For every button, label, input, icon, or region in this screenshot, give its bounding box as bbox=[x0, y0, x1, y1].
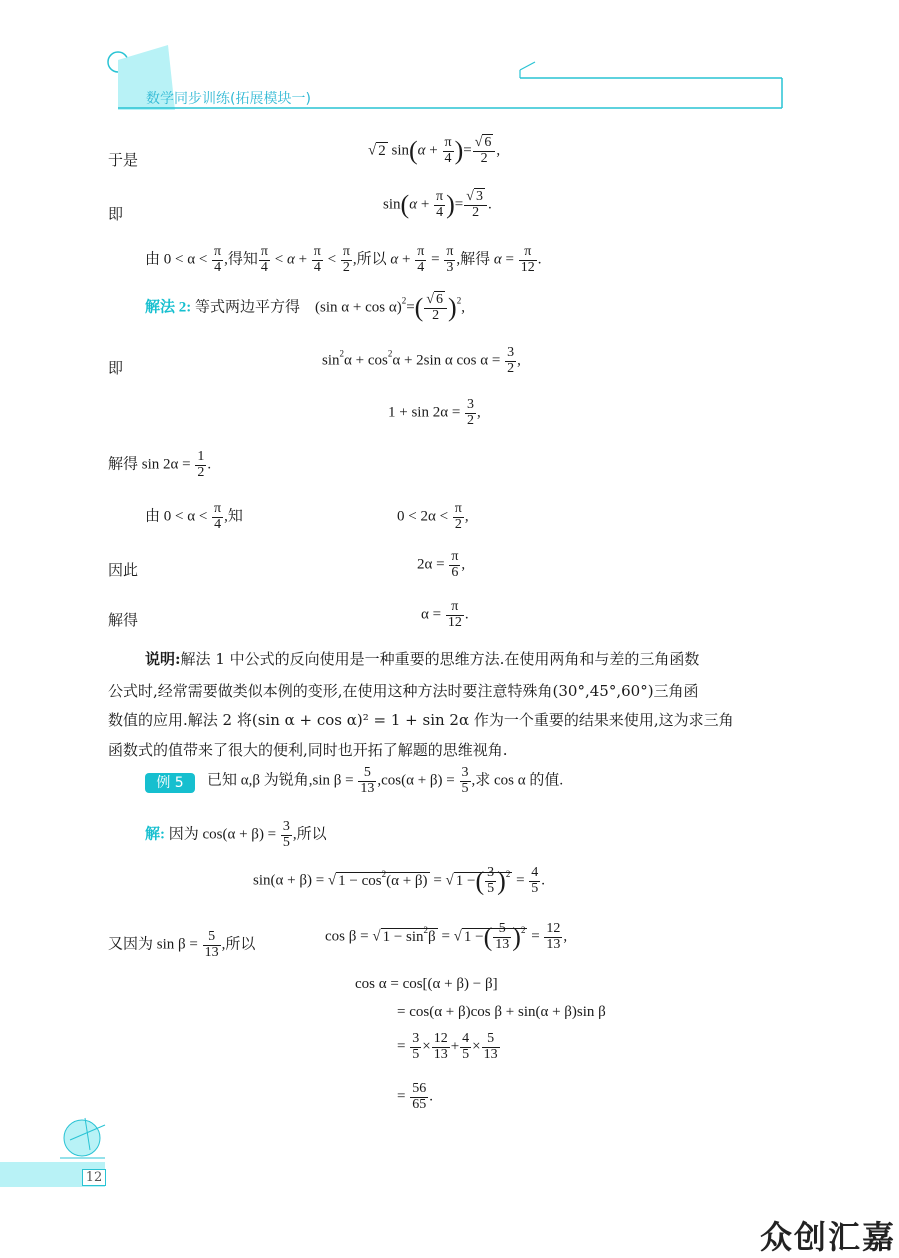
solution-line-1: 解: 因为 cos(α + β) = $\frac{3}{5}$ ,所以 bbox=[145, 819, 327, 850]
eq-line-2: sin(α + $\frac{\pi}{4}$ )= $\frac{√ 3}{2}$ . bbox=[383, 189, 492, 220]
label-ji-1: 即 bbox=[108, 205, 124, 223]
eq-line-4: $\sin^2\alpha + \cos^2\alpha + 2\sin$ α cos α = $\frac{3}{2}$ , bbox=[322, 345, 521, 376]
footer-decoration bbox=[0, 1110, 200, 1200]
sqrt-2: 2 bbox=[378, 142, 386, 159]
note-line-1: 说明:解法 1 中公式的反向使用是一种重要的思维方法.在使用两角和与差的三角函数 bbox=[145, 650, 700, 668]
watermark: 众创汇嘉 bbox=[760, 1218, 897, 1256]
method-2-label: 解法 2: bbox=[145, 299, 192, 316]
eq-line-8: 2α = $\frac{\pi}{6}$ , bbox=[417, 549, 466, 580]
eq-line-5: 1 + sin 2α = $\frac{3}{2}$ , bbox=[388, 397, 481, 428]
header-title: 数学同步训练(拓展模块一) bbox=[146, 91, 311, 107]
fraction-sqrt6-2: $\frac{√ 6}{2}$ bbox=[473, 136, 496, 166]
page-number: 12 bbox=[82, 1169, 106, 1186]
eq-line-9: α = $\frac{\pi}{12}$ . bbox=[421, 599, 469, 630]
solution-line-3a: 又因为 sin β = $\frac{5}{13}$ ,所以 bbox=[108, 929, 256, 960]
solution-line-6: = $\frac{3}{5}$ × $\frac{12}{13}$ + $\frac{4}{5}$ × $\frac{5}{13}$ bbox=[397, 1031, 498, 1062]
alpha-symbol: α bbox=[417, 142, 426, 159]
header-band bbox=[0, 0, 899, 130]
eq-line-3: 由 0 < α < $\frac{\pi}{4}$ ,得知 $\frac{\pi}{4}$ < α + $\frac{\pi}{4}$ < $\frac{\pi}{2}$ ,所以 α + $\frac{\pi}{4}$ = $\frac{\pi}{3}$ ,解得 α = $\frac{\pi}{12}$ . bbox=[145, 244, 542, 275]
header-decoration bbox=[0, 0, 899, 130]
note-label: 说明: bbox=[145, 650, 181, 668]
note-line-3: 数值的应用.解法 2 将(sin α + cos α)² = 1 + sin 2α 作为一个重要的结果来使用,这为求三角 bbox=[108, 711, 734, 729]
globe-icon bbox=[0, 1110, 200, 1200]
solution-line-4: cos α = cos[(α + β) − β] bbox=[355, 976, 498, 992]
fraction-sqrt3-2: $\frac{√ 3}{2}$ bbox=[464, 190, 487, 220]
fraction-pi-4: $\frac{\pi}{4}$ bbox=[436, 189, 444, 220]
eq-line-7b: 0 < 2α < $\frac{\pi}{2}$ , bbox=[397, 501, 469, 532]
label-yushi: 于是 bbox=[108, 151, 139, 169]
solution-label: 解: bbox=[145, 826, 165, 843]
eq-line-6: 解得 sin 2α = $\frac{1}{2}$ . bbox=[108, 449, 212, 480]
example-5-text: 已知 α,β 为锐角,sin β = $\frac{5}{13}$ ,cos(α + β) = $\frac{3}{5}$ ,求 cos α 的值. bbox=[207, 765, 564, 796]
sin-word: sin bbox=[391, 142, 409, 159]
solution-line-5: = cos(α + β)cos β + sin(α + β)sin β bbox=[397, 1004, 606, 1020]
label-ji-2: 即 bbox=[108, 359, 124, 377]
label-yinci: 因此 bbox=[108, 561, 139, 579]
method-2-line: 解法 2: 等式两边平方得 (sin α + cos α)$^2$=( $\frac{√ 6}{2}$ )$^2$, bbox=[145, 292, 465, 323]
eq-line-7a: 由 0 < α < $\frac{\pi}{4}$ ,知 bbox=[145, 501, 243, 532]
solution-line-3b: cos β = √ $1 - \sin^2\beta$ = √ 1 −( $\frac{5}{13}$ )$^2$ = $\frac{12}{13}$ , bbox=[325, 921, 568, 952]
note-line-4: 函数式的值带来了很大的便利,同时也开拓了解题的思维视角. bbox=[108, 741, 508, 759]
label-jiede: 解得 bbox=[108, 611, 139, 629]
eq-line-1: √ 2 sin(α + $\frac{\pi}{4}$ )= $\frac{√ 6}{2}$ , bbox=[368, 135, 501, 166]
note-line-2: 公式时,经常需要做类似本例的变形,在使用这种方法时要注意特殊角(30°,45°,60°)三角函 bbox=[108, 682, 699, 700]
example-5-badge: 例 5 bbox=[145, 773, 195, 793]
solution-line-7: = $\frac{56}{65}$ . bbox=[397, 1081, 433, 1112]
solution-line-2: sin(α + β) = √ $1 - \cos^2(\alpha + \beta)$ = √ 1 −( $\frac{3}{5}$ )$^2$ = $\frac{4}{5}$ . bbox=[253, 865, 546, 896]
fraction-pi-4: $\frac{\pi}{4}$ bbox=[444, 135, 452, 166]
